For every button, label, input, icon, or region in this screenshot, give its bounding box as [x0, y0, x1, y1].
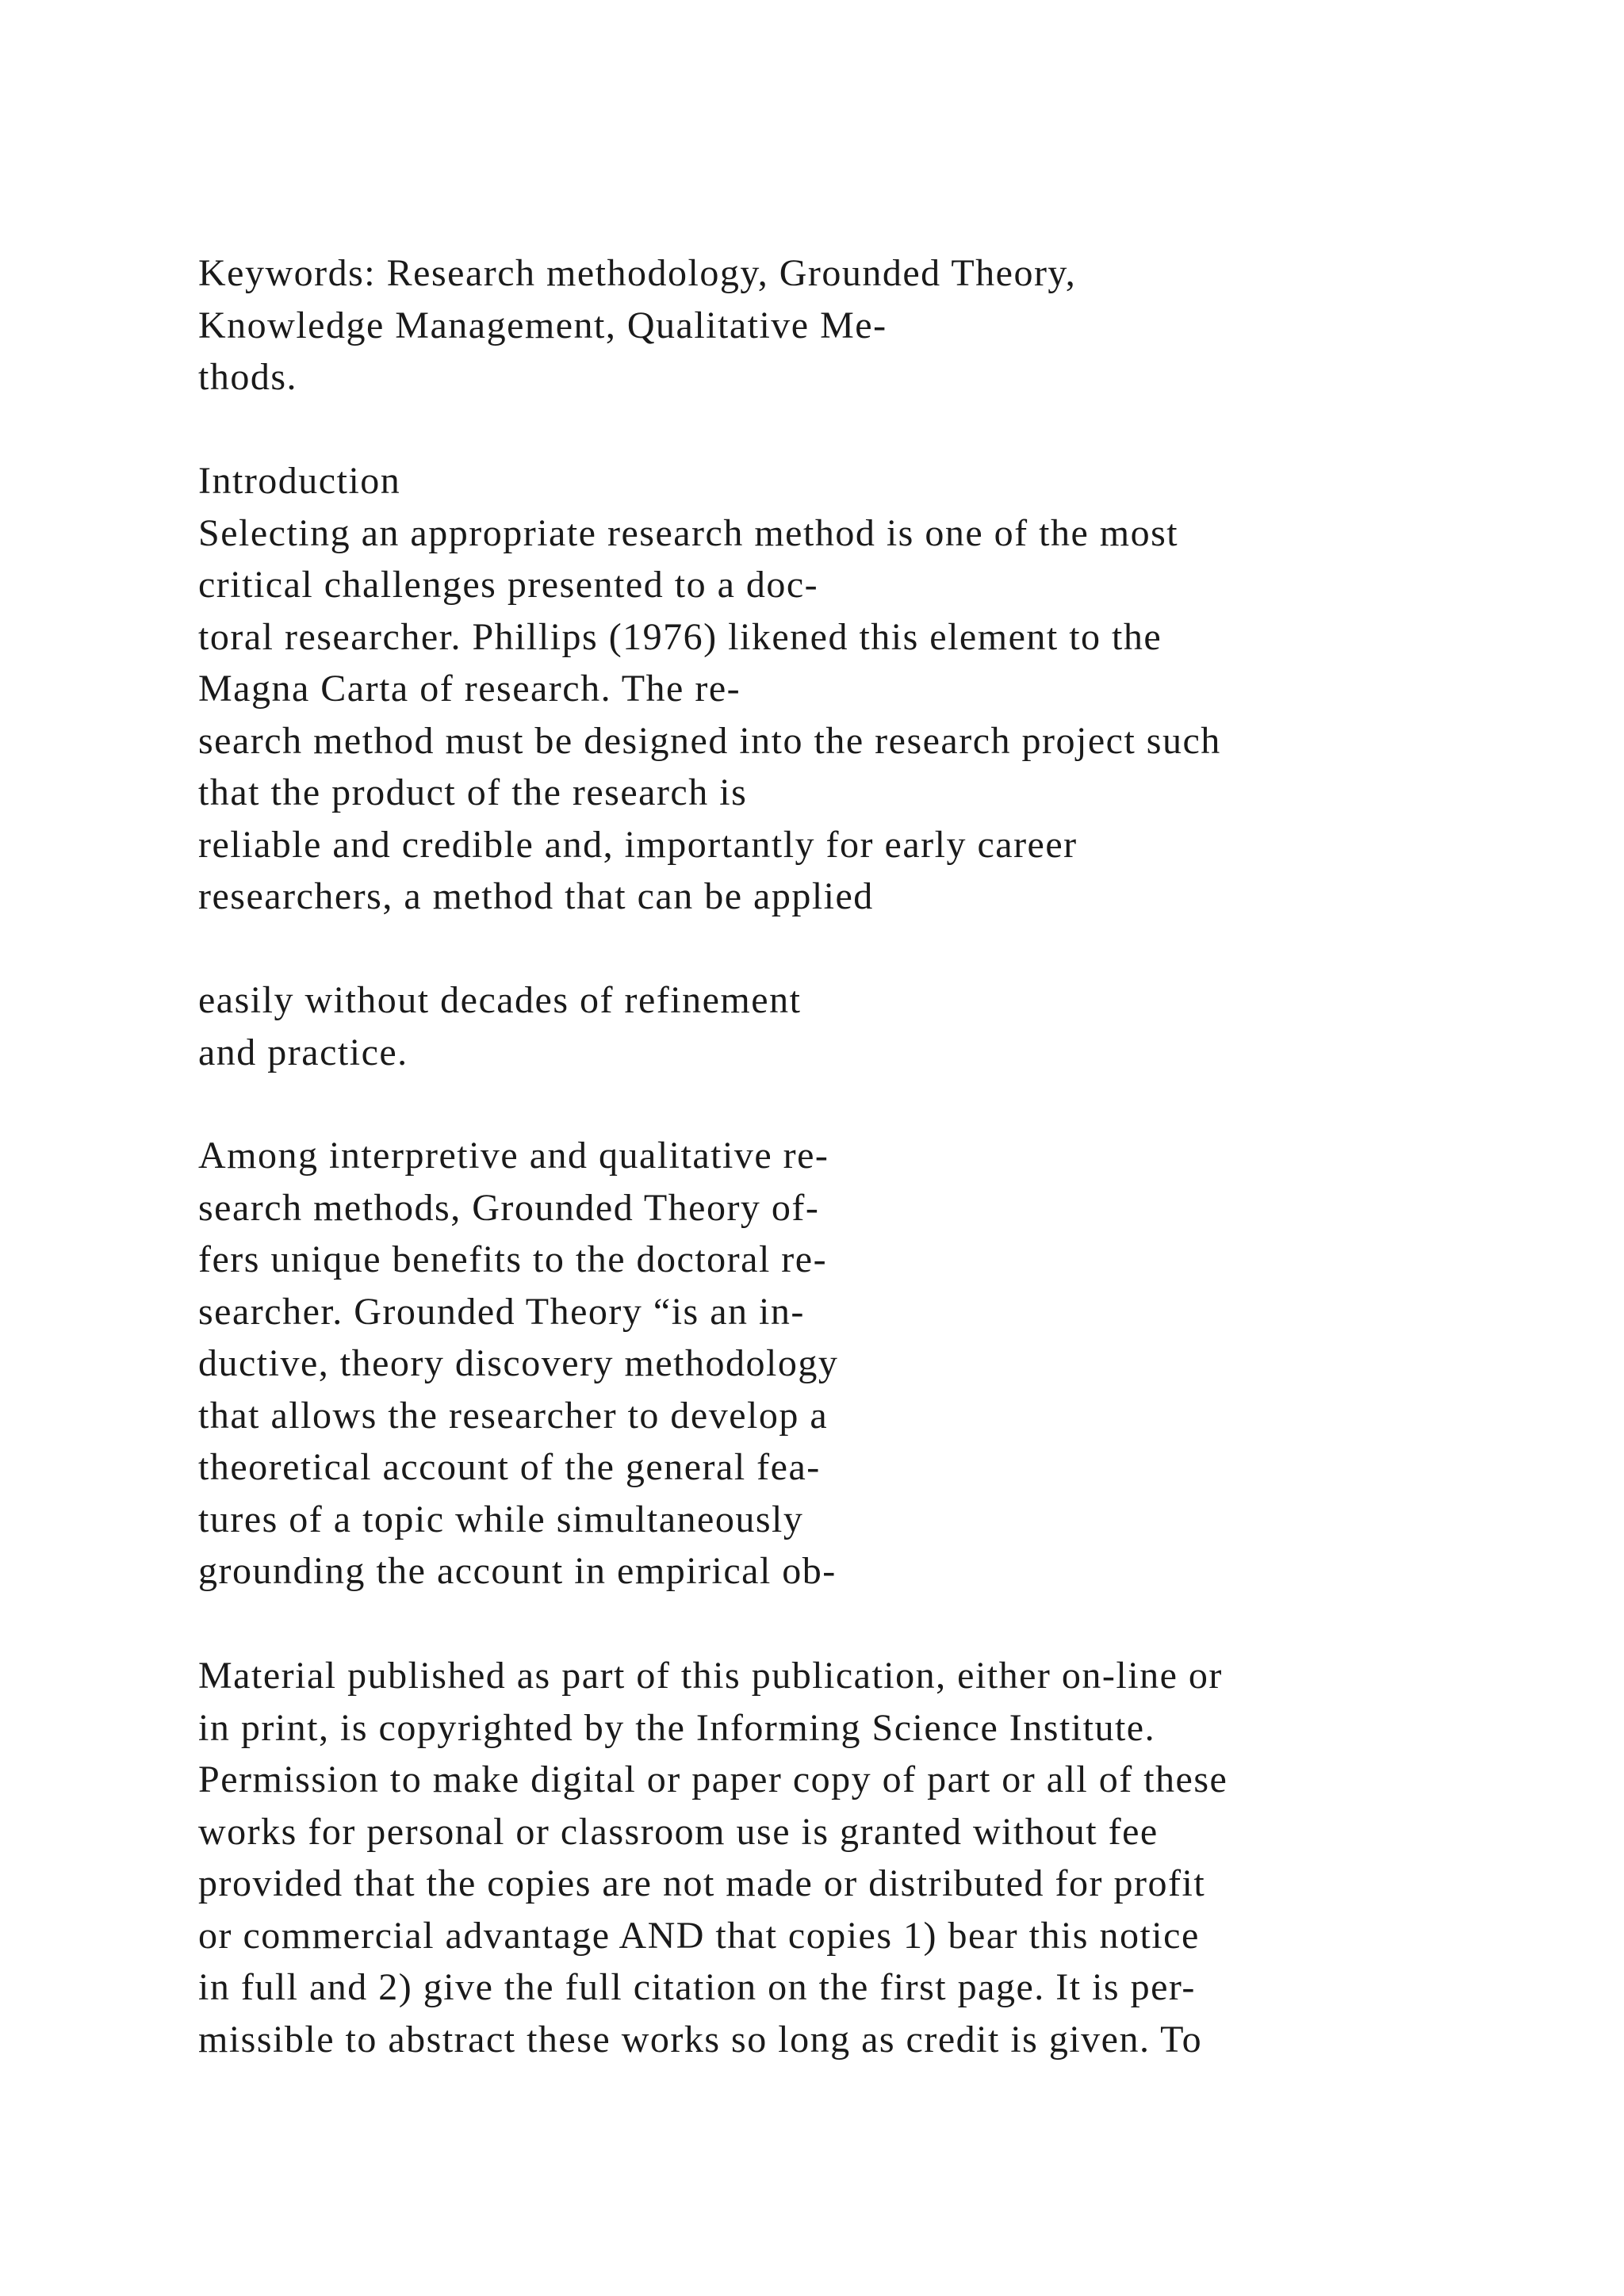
grounded-theory-line: searcher. Grounded Theory “is an in-: [198, 1290, 805, 1333]
copyright-line: Permission to make digital or paper copy of part or all of these: [198, 1758, 1228, 1800]
grounded-theory-line: fers unique benefits to the doctoral re-: [198, 1238, 828, 1280]
introduction-line: critical challenges presented to a doc-: [198, 564, 819, 606]
introduction-line: Selecting an appropriate research method is one of the most: [198, 511, 1179, 554]
grounded-theory-line: tures of a topic while simultaneously: [198, 1498, 804, 1540]
introduction-line: that the product of the research is: [198, 771, 748, 813]
introduction-heading: Introduction: [198, 460, 401, 502]
introduction-line: researchers, a method that can be applied: [198, 875, 874, 917]
copyright-line: or commercial advantage AND that copies 1) bear this notice: [198, 1914, 1200, 1957]
grounded-theory-line: Among interpretive and qualitative re-: [198, 1135, 829, 1177]
copyright-line: in full and 2) give the full citation on the first page. It is per-: [198, 1966, 1196, 2008]
continuation-paragraph: [198, 974, 1546, 1078]
copyright-line: works for personal or classroom use is granted without fee: [198, 1810, 1159, 1853]
introduction-section: [198, 455, 1546, 923]
introduction-line: reliable and credible and, importantly for early career: [198, 823, 1078, 866]
keywords-paragraph: [198, 247, 1546, 404]
keywords-line: Knowledge Management, Qualitative Me-: [198, 304, 887, 346]
grounded-theory-line: theoretical account of the general fea-: [198, 1446, 821, 1488]
copyright-notice: [198, 1650, 1546, 2065]
introduction-line: search method must be designed into the research project such: [198, 719, 1221, 762]
copyright-line: provided that the copies are not made or distributed for profit: [198, 1862, 1206, 1904]
continuation-line: easily without decades of refinement: [198, 979, 802, 1021]
copyright-line: in print, is copyrighted by the Informing Science Institute.: [198, 1706, 1156, 1749]
grounded-theory-paragraph: [198, 1130, 1546, 1598]
grounded-theory-line: search methods, Grounded Theory of-: [198, 1186, 820, 1229]
introduction-line: toral researcher. Phillips (1976) likened this element to the: [198, 615, 1162, 658]
grounded-theory-line: that allows the researcher to develop a: [198, 1394, 829, 1437]
keywords-line: Keywords: Research methodology, Grounded Theory,: [198, 252, 1077, 294]
grounded-theory-line: grounding the account in empirical ob-: [198, 1550, 837, 1592]
continuation-line: and practice.: [198, 1031, 408, 1073]
copyright-line: Material published as part of this publication, either on-line or: [198, 1655, 1223, 1697]
introduction-line: Magna Carta of research. The re-: [198, 668, 741, 710]
grounded-theory-line: ductive, theory discovery methodology: [198, 1342, 839, 1384]
copyright-line: missible to abstract these works so long as credit is given. To: [198, 2018, 1203, 2061]
keywords-line: thods.: [198, 356, 298, 398]
